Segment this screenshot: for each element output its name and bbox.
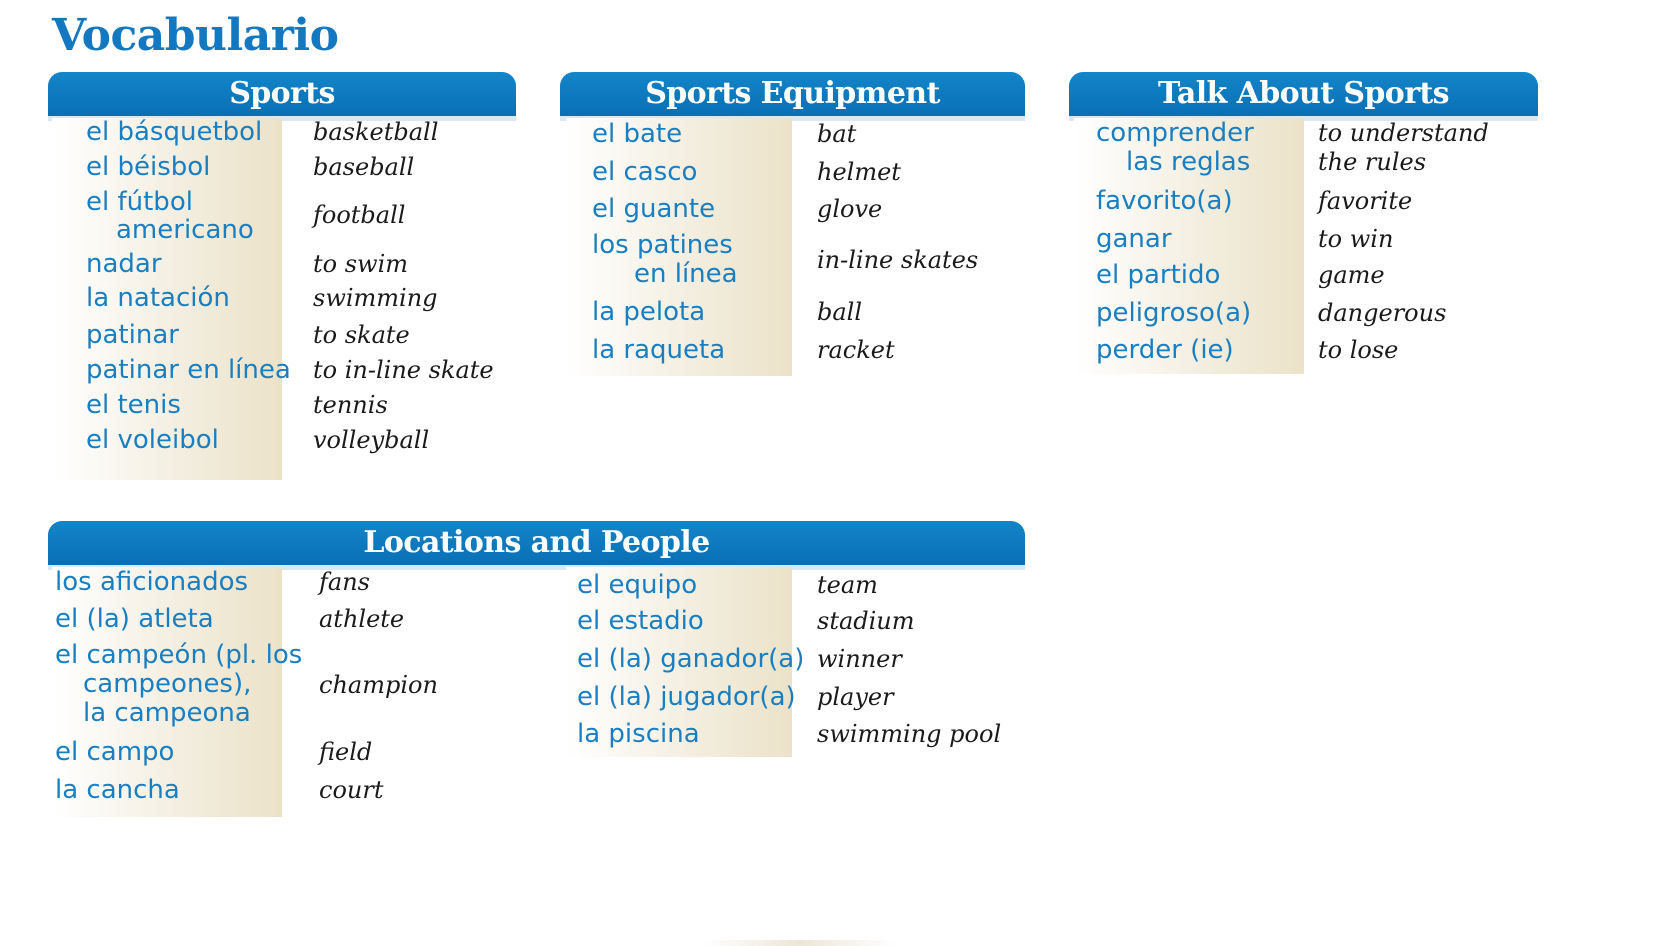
vocab-definition: stadium — [817, 607, 915, 635]
vocab-term: patinar en línea — [86, 355, 291, 385]
vocab-term: nadar — [86, 249, 162, 279]
vocab-definition: in-line skates — [817, 246, 979, 274]
vocab-term: los patines en línea — [592, 230, 738, 289]
vocab-term: la natación — [86, 283, 230, 313]
section-header-sports: Sports — [48, 72, 516, 116]
vocab-definition: baseball — [313, 153, 415, 181]
vocab-definition: game — [1318, 261, 1385, 289]
vocab-definition: racket — [817, 336, 895, 364]
vocab-term: perder (ie) — [1096, 335, 1234, 365]
vocab-definition: to understand the rules — [1318, 119, 1489, 176]
vocab-definition: to in-line skate — [313, 356, 494, 384]
page-title: Vocabulario — [52, 10, 339, 61]
vocab-definition: fans — [319, 568, 370, 596]
vocab-definition: to swim — [313, 250, 409, 278]
vocab-term: el bate — [592, 119, 683, 149]
vocab-term: el tenis — [86, 390, 181, 420]
vocab-term: el estadio — [577, 606, 704, 636]
vocab-term: el béisbol — [86, 152, 211, 182]
vocab-definition: dangerous — [1318, 299, 1447, 327]
vocab-definition: bat — [817, 120, 857, 148]
vocab-term: favorito(a) — [1096, 186, 1233, 216]
vocab-definition: to lose — [1318, 336, 1399, 364]
vocab-definition: player — [817, 683, 894, 711]
vocab-term: la piscina — [577, 719, 700, 749]
vocab-definition: helmet — [817, 158, 901, 186]
vocab-term: patinar — [86, 320, 179, 350]
vocab-definition: team — [817, 571, 878, 599]
vocab-term: el equipo — [577, 570, 698, 600]
vocab-term: el campo — [55, 737, 175, 767]
vocab-term: peligroso(a) — [1096, 298, 1252, 328]
vocab-definition: to win — [1318, 225, 1394, 253]
vocab-definition: glove — [817, 195, 883, 223]
vocab-term: ganar — [1096, 224, 1172, 254]
vocab-definition: tennis — [313, 391, 388, 419]
vocab-definition: swimming pool — [817, 720, 1002, 748]
vocab-term: el básquetbol — [86, 117, 263, 147]
section-header-sports-equipment: Sports Equipment — [560, 72, 1025, 116]
vocab-definition: field — [319, 738, 373, 766]
vocab-definition: to skate — [313, 321, 410, 349]
vocab-definition: favorite — [1318, 187, 1413, 215]
vocab-definition: athlete — [319, 605, 405, 633]
vocab-definition: champion — [319, 671, 438, 699]
vocab-term: el (la) jugador(a) — [577, 682, 796, 712]
vocab-term: comprender las reglas — [1096, 118, 1254, 177]
vocab-definition: volleyball — [313, 426, 430, 454]
vocab-term: el guante — [592, 194, 716, 224]
vocab-term: el (la) atleta — [55, 604, 214, 634]
vocab-definition: winner — [817, 645, 902, 673]
vocab-definition: football — [313, 201, 406, 229]
vocab-definition: ball — [817, 298, 863, 326]
vocab-definition: court — [319, 776, 384, 804]
vocab-term: el voleibol — [86, 425, 219, 455]
vocab-term: el (la) ganador(a) — [577, 644, 805, 674]
vocab-term: la pelota — [592, 297, 706, 327]
vocab-term: el casco — [592, 157, 698, 187]
vocab-definition: swimming — [313, 284, 438, 312]
section-header-locations-and-people: Locations and People — [48, 521, 1025, 565]
vocab-term: la cancha — [55, 775, 180, 805]
page-edge-decoration — [705, 940, 895, 946]
vocab-term: el fútbol americano — [86, 187, 254, 245]
vocab-term: la raqueta — [592, 335, 726, 365]
vocab-term: el partido — [1096, 260, 1221, 290]
vocab-term: el campeón (pl. los campeones), la campeona — [55, 640, 303, 728]
vocab-definition: basketball — [313, 118, 439, 146]
section-header-talk-about-sports: Talk About Sports — [1069, 72, 1538, 116]
vocab-term: los aficionados — [55, 567, 249, 597]
